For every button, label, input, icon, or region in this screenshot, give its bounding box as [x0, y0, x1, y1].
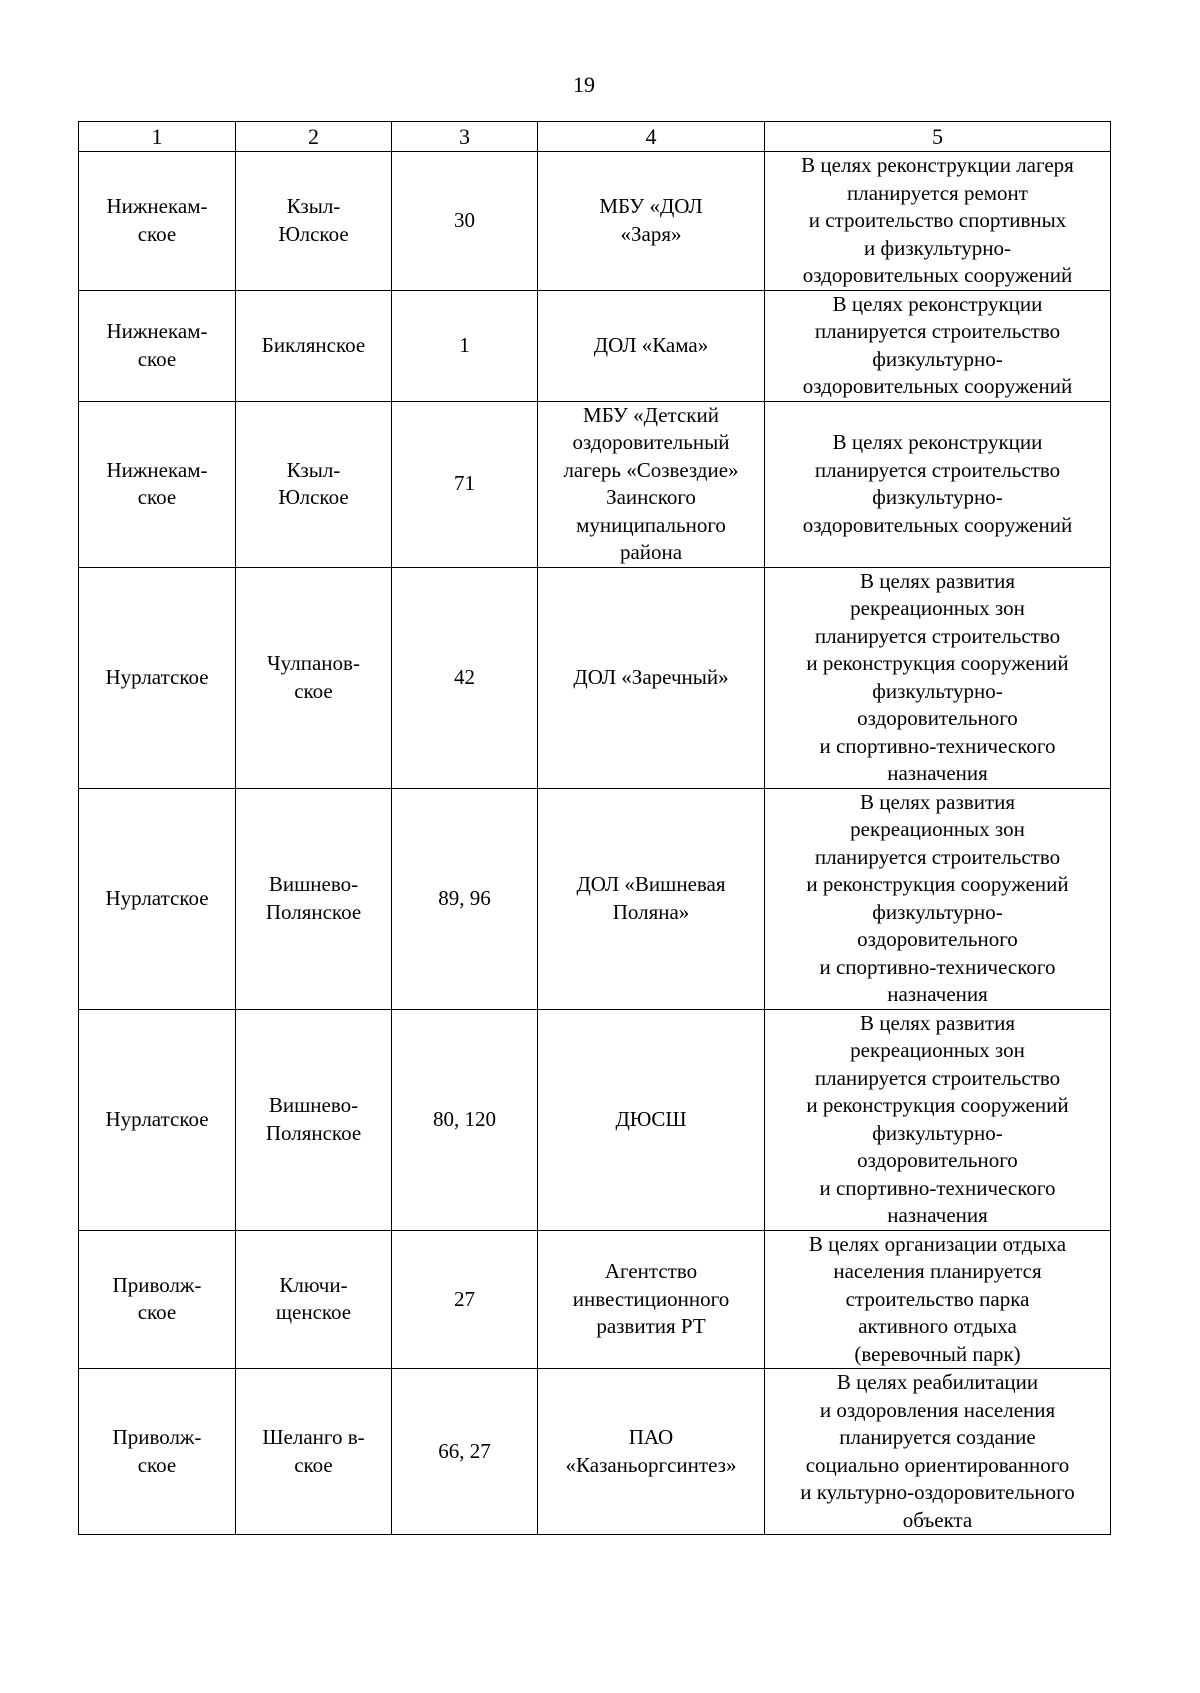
district-cell: [79, 290, 236, 401]
purpose-cell-text: В целях реконструкции лагеря планируется ремонт и строительство спортивных и физкультурно- оздоровительных сооружений: [801, 153, 1074, 287]
purpose-cell: [765, 1009, 1111, 1230]
settlement-cell: [236, 290, 392, 401]
organization-cell: [538, 1009, 765, 1230]
district-cell-text: Приволж- ское: [112, 1272, 202, 1325]
settlement-cell: [236, 152, 392, 291]
table-body: [79, 152, 1111, 1535]
district-cell: [79, 788, 236, 1009]
table-row: [79, 788, 1111, 1009]
organization-cell: [538, 788, 765, 1009]
table-row: [79, 152, 1111, 291]
purpose-cell: [765, 401, 1111, 567]
column-header-3: 3: [392, 122, 538, 152]
district-cell-text: Нурлатское: [105, 885, 209, 910]
table-row: [79, 1369, 1111, 1535]
table-row: [79, 567, 1111, 788]
district-cell-text: Нижнекам- ское: [106, 319, 208, 371]
district-cell-text: Нурлатское: [105, 664, 209, 689]
settlement-cell: [236, 788, 392, 1009]
number-cell: [392, 1009, 538, 1230]
number-cell: [392, 290, 538, 401]
purpose-cell-text: В целях реконструкции планируется строительство физкультурно- оздоровительных сооружений: [802, 430, 1073, 537]
number-cell: [392, 567, 538, 788]
table-row: [79, 1009, 1111, 1230]
purpose-cell: [765, 290, 1111, 401]
number-cell-text: 89, 96: [438, 885, 491, 910]
settlement-cell: [236, 401, 392, 567]
purpose-cell: [765, 567, 1111, 788]
settlement-cell-text: Шеланго в- ское: [262, 1425, 365, 1477]
table-header-row: [79, 122, 1111, 152]
district-cell: [79, 1230, 236, 1369]
district-cell-text: Нурлатское: [105, 1106, 209, 1131]
purpose-cell: [765, 1369, 1111, 1535]
number-cell: [392, 1230, 538, 1369]
district-cell-text: Приволж- ское: [112, 1425, 202, 1477]
organization-cell: [538, 401, 765, 567]
settlement-cell: [236, 1009, 392, 1230]
organization-cell-text: Агентство инвестиционного развития РТ: [572, 1259, 730, 1338]
purpose-cell-text: В целях развития рекреационных зон планируется строительство и реконструкция сооружений физкультурно- оздоровительного и спортивно-технического назначения: [806, 789, 1069, 1006]
organization-cell-text: ДОЛ «Заречный»: [573, 664, 729, 689]
column-header-5: 5: [765, 122, 1111, 152]
number-cell: [392, 1369, 538, 1535]
district-cell-text: Нижнекам- ское: [106, 194, 208, 246]
settlement-cell: [236, 1369, 392, 1535]
purpose-cell: [765, 788, 1111, 1009]
organization-cell: [538, 290, 765, 401]
settlement-cell-text: Ключи- щенское: [275, 1272, 352, 1325]
organization-cell: [538, 1369, 765, 1535]
organization-cell: [538, 152, 765, 291]
number-cell-text: 42: [454, 664, 475, 689]
purpose-cell: [765, 152, 1111, 291]
purpose-cell: [765, 1230, 1111, 1369]
table-row: [79, 1230, 1111, 1369]
number-cell: [392, 401, 538, 567]
organization-cell-text: ДОЛ «Вишневая Поляна»: [576, 872, 726, 924]
settlement-cell-text: Чулпанов- ское: [267, 651, 360, 703]
purpose-cell-text: В целях реконструкции планируется строительство физкультурно- оздоровительных сооружений: [802, 291, 1073, 398]
district-cell-text: Нижнекам- ское: [106, 457, 208, 509]
number-cell-text: 30: [454, 208, 475, 232]
organization-cell-text: МБУ «ДОЛ «Заря»: [599, 194, 703, 246]
settlement-cell-text: Кзыл- Юлское: [278, 194, 349, 246]
page-number: 19: [573, 72, 595, 97]
settlement-cell-text: Кзыл- Юлское: [278, 457, 349, 509]
organization-cell-text: ПАО «Казаньоргсинтез»: [565, 1425, 737, 1477]
organization-cell: [538, 1230, 765, 1369]
purpose-cell-text: В целях развития рекреационных зон планируется строительство и реконструкция сооружений физкультурно- оздоровительного и спортивно-технического назначения: [806, 1010, 1069, 1227]
settlement-cell-text: Вишнево- Полянское: [265, 872, 362, 924]
table-row: [79, 290, 1111, 401]
column-header-2: 2: [236, 122, 392, 152]
data-table: [78, 121, 1111, 1535]
number-cell: [392, 788, 538, 1009]
column-header-1: 1: [79, 122, 236, 152]
column-header-4: 4: [538, 122, 765, 152]
district-cell: [79, 567, 236, 788]
organization-cell-text: ДЮСШ: [615, 1106, 687, 1131]
district-cell: [79, 401, 236, 567]
purpose-cell-text: В целях организации отдыха населения планируется строительство парка активного отдыха (веревочный парк): [808, 1231, 1067, 1366]
number-cell-text: 80, 120: [433, 1106, 496, 1131]
number-cell-text: 71: [454, 471, 475, 496]
purpose-cell-text: В целях развития рекреационных зон планируется строительство и реконструкция сооружений физкультурно- оздоровительного и спортивно-технического назначения: [806, 568, 1069, 785]
district-cell: [79, 1009, 236, 1230]
settlement-cell-text: Биклянское: [261, 332, 366, 357]
number-cell-text: 66, 27: [438, 1438, 491, 1463]
table-row: [79, 401, 1111, 567]
district-cell: [79, 152, 236, 291]
number-cell: [392, 152, 538, 291]
number-cell-text: 1: [459, 332, 470, 357]
settlement-cell: [236, 1230, 392, 1369]
district-cell: [79, 1369, 236, 1535]
number-cell-text: 27: [454, 1286, 475, 1311]
organization-cell: [538, 567, 765, 788]
settlement-cell-text: Вишнево- Полянское: [265, 1093, 362, 1145]
organization-cell-text: ДОЛ «Кама»: [593, 332, 709, 357]
settlement-cell: [236, 567, 392, 788]
purpose-cell-text: В целях реабилитации и оздоровления населения планируется создание социально ориентированного и культурно-оздоровительного объекта: [800, 1370, 1075, 1532]
organization-cell-text: МБУ «Детский оздоровительный лагерь «Созвездие» Заинского муниципального района: [563, 402, 739, 564]
